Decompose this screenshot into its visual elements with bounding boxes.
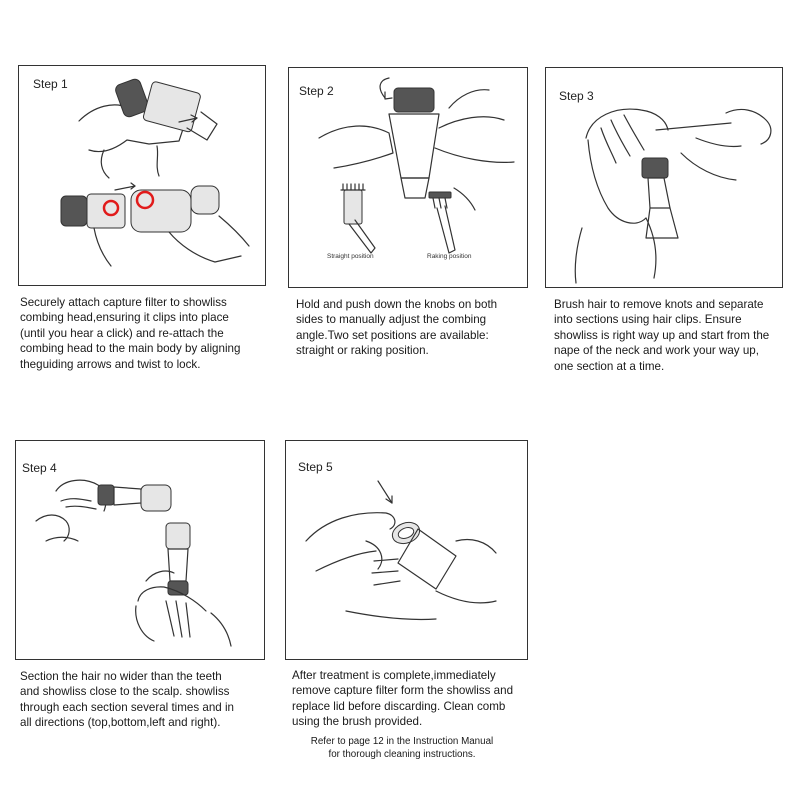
step-2-caption (296, 297, 536, 359)
raking-position-label: Raking position (427, 253, 472, 260)
step-2-label: Step 2 (299, 84, 334, 98)
step-1-caption-line: combing head,ensuring it clips into place (20, 311, 229, 325)
step-3-caption-line: showliss is right way up and start from the (554, 328, 770, 342)
straight-position-label: Straight position (327, 253, 374, 260)
step-3-caption-line: one section at a time. (554, 359, 665, 373)
step-3-panel (545, 67, 783, 288)
step-1-caption (20, 295, 270, 372)
step-5-caption-line: replace lid before discarding. Clean comb (292, 699, 506, 713)
step-4-caption-line: all directions (top,bottom,left and right). (20, 716, 221, 730)
step-5-label: Step 5 (298, 460, 333, 474)
step-1-illustration (19, 66, 264, 284)
step-2-caption-line: sides to manually adjust the combing (296, 313, 487, 327)
step-5-reference-note (292, 735, 512, 761)
reference-note-line: Refer to page 12 in the Instruction Manual (310, 736, 494, 747)
step-2-caption-line: angle.Two set positions are available: (296, 328, 489, 342)
step-1-caption-line: Securely attach capture filter to showliss (20, 296, 227, 309)
step-1-panel (18, 65, 266, 286)
step-2-panel (288, 67, 528, 288)
step-1-caption-line: theguiding arrows and twist to lock. (20, 357, 201, 371)
step-5-caption-line: using the brush provided. (292, 715, 423, 729)
step-3-caption-line: Brush hair to remove knots and separate (554, 298, 764, 311)
step-5-caption-line: After treatment is complete,immediately (292, 669, 496, 682)
step-1-caption-line: (until you hear a click) and re-attach the (20, 326, 224, 340)
step-4-caption (20, 669, 270, 731)
step-3-caption-line: into sections using hair clips. Ensure (554, 313, 742, 327)
step-4-illustration (16, 441, 263, 658)
step-4-label: Step 4 (22, 461, 57, 475)
step-3-label: Step 3 (559, 89, 594, 103)
step-3-caption-line: nape of the neck and work your way up, (554, 344, 759, 358)
step-2-illustration (289, 68, 526, 286)
step-2-caption-line: straight or raking position. (296, 344, 429, 358)
step-5-panel (285, 440, 528, 660)
step-4-panel (15, 440, 265, 660)
step-4-caption-line: Section the hair no wider than the teeth (20, 670, 222, 683)
step-1-label: Step 1 (33, 77, 68, 91)
step-4-caption-line: and showliss close to the scalp. showliss (20, 685, 230, 699)
step-5-illustration (286, 441, 526, 658)
step-3-caption (554, 297, 794, 374)
step-1-caption-line: combing head to the main body by aligning (20, 342, 241, 356)
step-2-caption-line: Hold and push down the knobs on both (296, 298, 498, 311)
step-4-caption-line: through each section several times and in (20, 700, 234, 714)
reference-note-line: for thorough cleaning instructions. (328, 749, 476, 760)
step-3-illustration (546, 68, 781, 286)
step-5-caption-line: remove capture filter form the showliss and (292, 684, 514, 698)
step-5-caption (292, 668, 542, 730)
